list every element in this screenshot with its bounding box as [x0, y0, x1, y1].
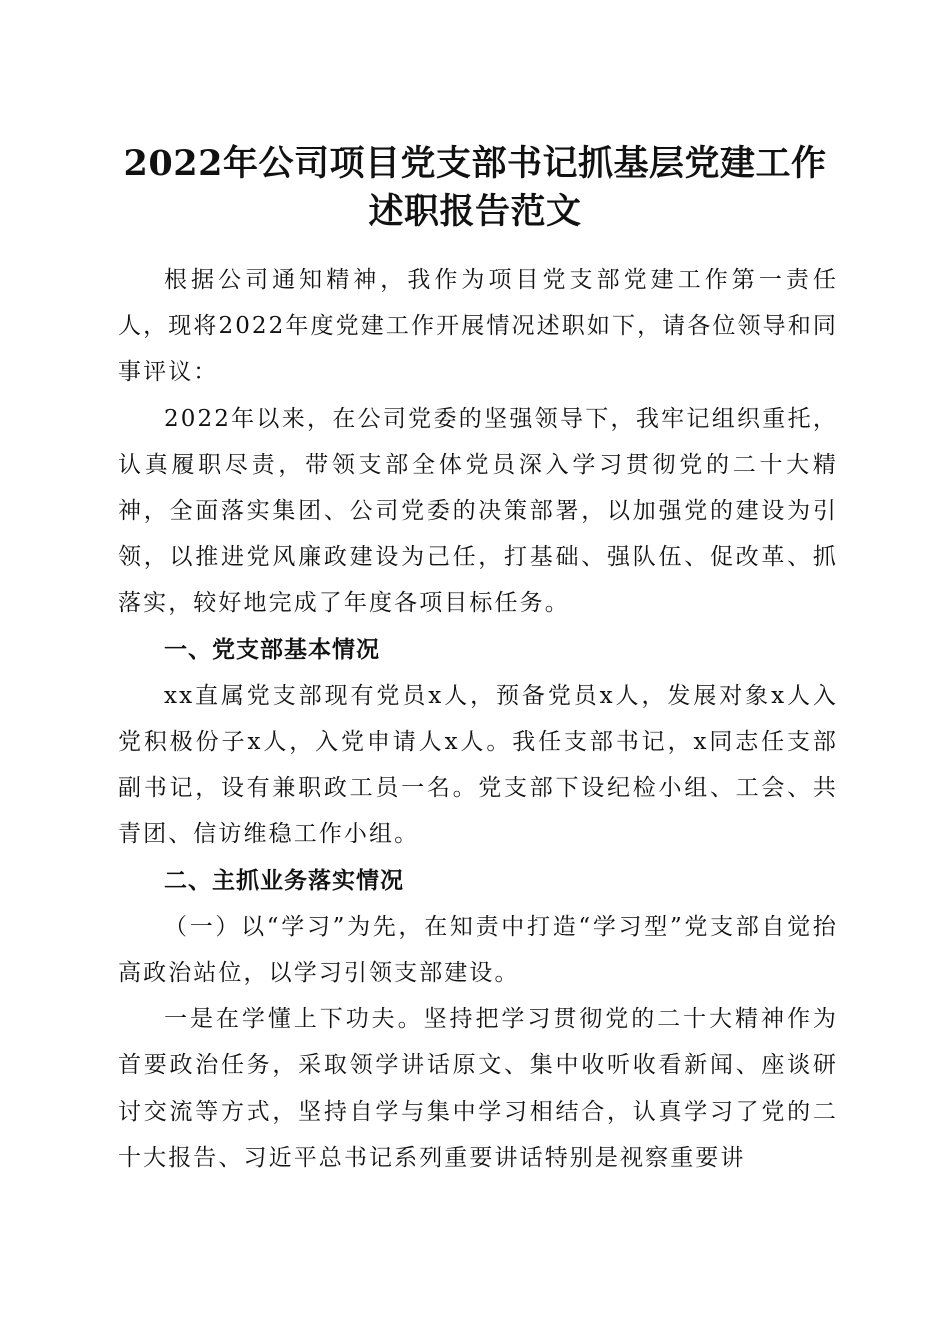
- document-title-line-1: 2022年公司项目党支部书记抓基层党建工作: [123, 143, 827, 184]
- point-1-lead: 一是在学懂上下功夫。: [164, 1006, 424, 1033]
- section-2-heading: 二、主抓业务落实情况: [164, 867, 404, 894]
- point-1-text: 坚持把学习贯彻党的二十大精神作为首要政治任务，采取领学讲话原文、集中收听收看新闻、座谈研讨交流等方式，坚持自学与集中学习相结合，认真学习了党的二十大报告、习近平总书记系列重要讲话特别是视察重要讲: [118, 1006, 838, 1171]
- document-body: [118, 257, 838, 1181]
- intro-paragraph: 根据公司通知精神，我作为项目党支部党建工作第一责任人，现将2022年度党建工作开展情况述职如下，请各位领导和同事评议：: [118, 267, 838, 386]
- document-title-line-2: 述职报告范文: [368, 191, 582, 232]
- section-1-heading: 一、党支部基本情况: [164, 636, 380, 663]
- section-2-point-1: [118, 996, 838, 1181]
- summary-paragraph: 2022年以来，在公司党委的坚强领导下，我牢记组织重托，认真履职尽责，带领支部全体党员深入学习贯彻党的二十大精神，全面落实集团、公司党委的决策部署，以加强党的建设为引领，以推进党风廉政建设为己任，打基础、强队伍、促改革、抓落实，较好地完成了年度各项目标任务。: [118, 405, 838, 617]
- section-2-subheading: （一）以“学习”为先，在知责中打造“学习型”党支部自觉抬高政治站位，以学习引领支部建设。: [118, 913, 838, 987]
- section-1-paragraph: xx直属党支部现有党员x人，预备党员x人，发展对象x人入党积极份子x人，入党申请人x人。我任支部书记，x同志任支部副书记，设有兼职政工员一名。党支部下设纪检小组、工会、共青团、信访维稳工作小组。: [118, 682, 838, 848]
